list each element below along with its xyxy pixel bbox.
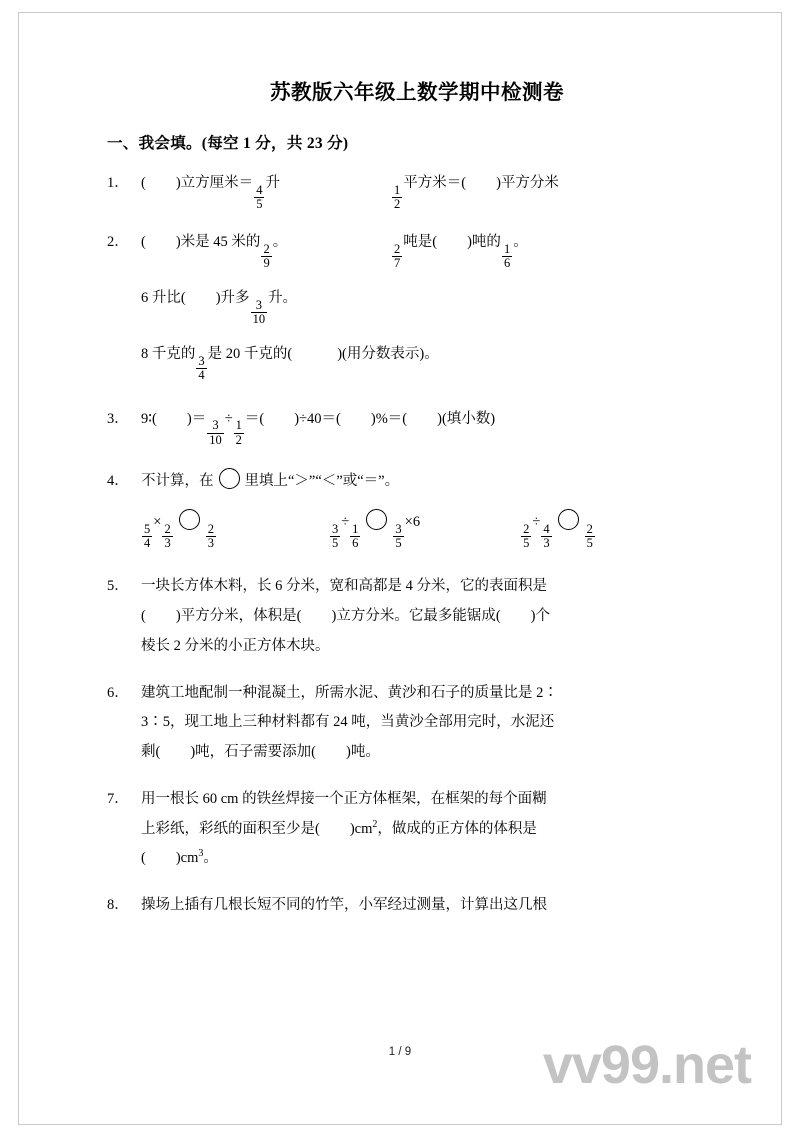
question-2: [107, 228, 727, 382]
question-7-number: 7．: [107, 790, 129, 807]
q2-l3-text-c: )(用分数表示)。: [337, 346, 439, 363]
q4-a-fraction-2: $\frac{2}{3}$: [164, 522, 171, 551]
q2-l1-text-c: 。: [272, 234, 288, 251]
q4-b-op: ÷: [341, 514, 350, 531]
watermark: vv99.net: [542, 1035, 751, 1095]
q2-l2-text-c: 升。: [268, 290, 298, 307]
q7-l2-a: 上彩纸，彩纸的面积至少是(: [141, 820, 320, 837]
question-1-left: [141, 169, 391, 211]
q5-l2-a: (: [141, 608, 146, 625]
q3-text-a: 9∶(: [141, 410, 157, 427]
q1-right-fraction: $\frac{1}{2}$: [394, 182, 401, 211]
q6-l3-a: 剩(: [141, 744, 161, 761]
q4-c-fraction-3: $\frac{2}{5}$: [586, 522, 593, 551]
q5-l2-c: )立方分米。它最多能锯成(: [331, 608, 501, 625]
exam-content: [107, 75, 727, 938]
q4-a-fraction-1: $\frac{5}{4}$: [144, 522, 151, 551]
question-7-line2: [141, 815, 727, 845]
q4-c-fraction-1: $\frac{2}{5}$: [523, 522, 530, 551]
q1-left-text-a: (: [141, 175, 146, 191]
q4-a-op: ×: [153, 514, 162, 531]
q3-fraction-2: $\frac{1}{2}$: [235, 418, 242, 447]
question-5-number: 5．: [107, 578, 129, 595]
q1-right-text-a: 平方米＝(: [403, 175, 467, 191]
q3-text-c: ÷: [224, 410, 233, 427]
q4-b-fraction-1: $\frac{3}{5}$: [331, 522, 339, 551]
q2-l3-text-b: 是 20 千克的(: [207, 346, 293, 363]
question-6: [107, 679, 727, 768]
circle-blank-icon: [366, 509, 387, 530]
circle-blank-icon: [179, 509, 200, 530]
question-2-line1-right: [391, 228, 727, 270]
question-3-line: [141, 405, 727, 447]
q4-c-op: ÷: [532, 514, 541, 531]
question-3-number: 3．: [107, 410, 129, 427]
q4-b-fraction-2: $\frac{1}{6}$: [352, 522, 359, 551]
question-1: [107, 169, 727, 211]
q4-prompt-b: 里填上“＞”“＜”或“＝”。: [244, 472, 400, 489]
q2-l3-fraction: $\frac{3}{4}$: [198, 354, 205, 383]
circle-blank-icon: [219, 468, 240, 489]
question-2-line1-left: [141, 228, 391, 270]
q3-text-e: )÷40＝(: [294, 410, 341, 427]
question-6-number: 6．: [107, 684, 129, 701]
question-4: [107, 467, 727, 551]
q2-r1-fraction-2: $\frac{1}{6}$: [503, 242, 511, 271]
q3-text-d: ＝(: [244, 410, 265, 427]
q4-b-fraction-3: $\frac{3}{5}$: [395, 522, 402, 551]
question-7: [107, 785, 727, 874]
q4-c-fraction-2: $\frac{4}{3}$: [543, 522, 550, 551]
q1-left-text-b: )立方厘米＝: [175, 175, 254, 191]
q3-fraction-1: $\frac{3}{10}$: [209, 418, 222, 447]
q7-l3-a: (: [141, 850, 146, 867]
paper-sheet: [18, 12, 782, 1125]
question-2-number: 2．: [107, 234, 129, 251]
q4-b-tail: ×6: [404, 514, 421, 531]
q7-l3-c: 。: [203, 850, 218, 867]
q1-left-text-c: 升: [265, 175, 280, 191]
question-4-number: 4．: [107, 472, 129, 489]
question-4-prompt: [141, 467, 727, 497]
question-5: [107, 572, 727, 661]
q2-l1-text-b: )米是 45 米的: [175, 234, 261, 251]
question-4-comparisons: [141, 508, 727, 550]
question-6-line3: [141, 738, 727, 768]
q3-text-g: )(填小数): [437, 410, 496, 427]
q2-l2-text-a: 6 升比(: [141, 290, 186, 307]
q2-l2-fraction: $\frac{3}{10}$: [252, 298, 266, 327]
question-2-line3: [141, 340, 727, 382]
question-6-line2: 3∶5，现工地上三种材料都有 24 吨，当黄沙全部用完时，水泥还: [141, 714, 555, 731]
q7-l3-b: )cm: [175, 850, 199, 867]
q4-item-c: [520, 508, 596, 550]
q5-l2-d: )个: [530, 608, 551, 625]
page-number: 1 / 9: [388, 1046, 412, 1058]
question-7-line3: [141, 844, 727, 874]
q2-r1-text-b: )吨的: [467, 234, 501, 251]
q2-r1-fraction-1: $\frac{2}{7}$: [394, 242, 401, 271]
q2-r1-text-a: 吨是(: [403, 234, 438, 251]
section-heading: 一、我会填。(每空 1 分，共 23 分): [107, 135, 349, 152]
question-1-number: 1．: [107, 175, 129, 191]
q7-l2-c: ，做成的正方体的体积是: [377, 820, 537, 837]
q5-l2-b: )平方分米，体积是(: [175, 608, 302, 625]
question-5-line1: 一块长方体木料，长 6 分米，宽和高都是 4 分米，它的表面积是: [141, 578, 547, 595]
question-6-line1: 建筑工地配制一种混凝土，所需水泥、黄沙和石子的质量比是 2∶: [141, 684, 558, 701]
question-3: [107, 405, 727, 447]
q4-item-b: [329, 508, 420, 550]
q4-item-a: [141, 508, 217, 550]
q4-prompt-a: 不计算，在: [141, 472, 214, 489]
question-8-line1: 操场上插有几根长短不同的竹竿，小军经过测量，计算出这几根: [141, 896, 547, 913]
circle-blank-icon: [558, 509, 579, 530]
q7-l2-sup: 2: [372, 818, 378, 830]
q1-left-fraction: $\frac{4}{5}$: [256, 182, 263, 211]
q6-l3-c: )吨。: [346, 744, 380, 761]
question-1-right: [391, 169, 727, 211]
q2-l3-text-a: 8 千克的: [141, 346, 196, 363]
question-5-line2: [141, 602, 727, 632]
q6-l3-b: )吨，石子需要添加(: [190, 744, 317, 761]
question-8: [107, 891, 727, 921]
q2-r1-text-c: 。: [513, 234, 528, 251]
question-2-line2: [141, 284, 727, 326]
q2-l1-text-a: (: [141, 234, 146, 251]
q3-text-f: )%＝(: [370, 410, 408, 427]
q2-l2-text-b: )升多: [215, 290, 250, 307]
question-8-number: 8．: [107, 896, 129, 913]
question-5-line3: 棱长 2 分米的小正方体木块。: [141, 637, 330, 654]
page-title: 苏教版六年级上数学期中检测卷: [270, 82, 564, 104]
question-7-line1: 用一根长 60 cm 的铁丝焊接一个正方体框架，在框架的每个面糊: [141, 790, 547, 807]
q2-l1-fraction: $\frac{2}{9}$: [263, 242, 270, 271]
q7-l3-sup: 3: [198, 848, 204, 860]
q7-l2-b: )cm: [349, 820, 373, 837]
q1-right-text-b: )平方分米: [496, 175, 559, 191]
q4-a-fraction-3: $\frac{2}{3}$: [207, 522, 214, 551]
q3-text-b: )＝: [186, 410, 207, 427]
